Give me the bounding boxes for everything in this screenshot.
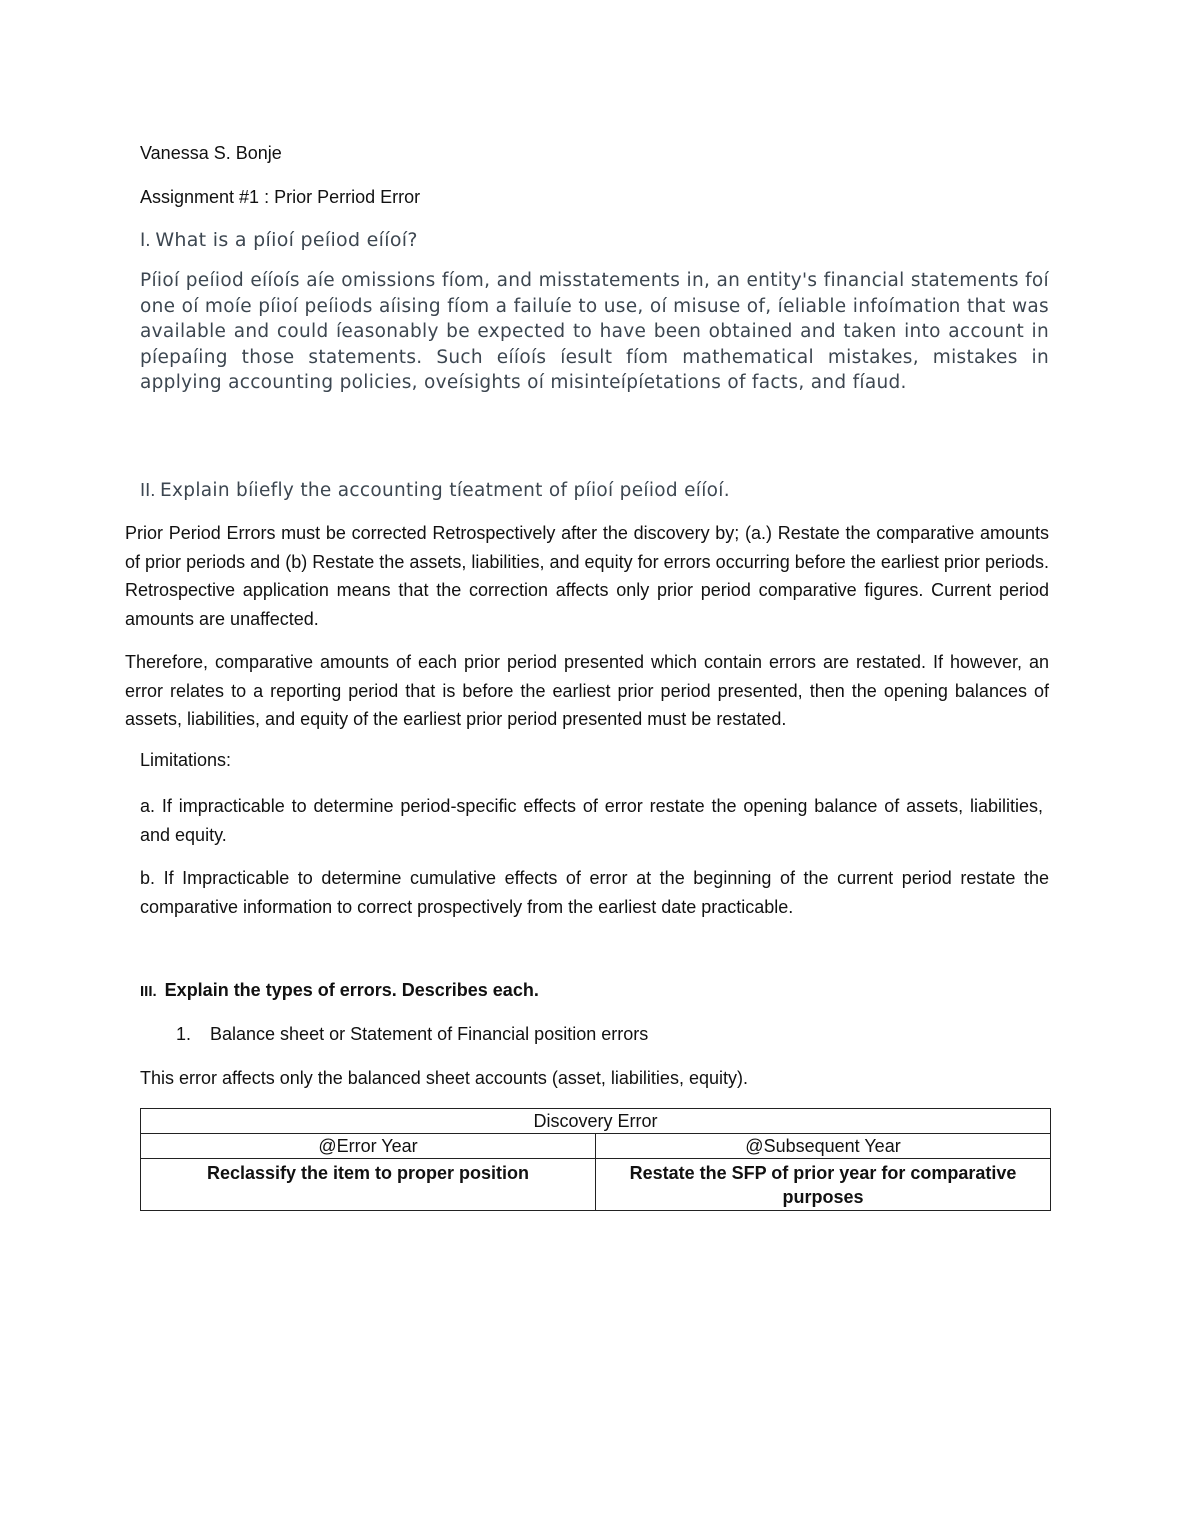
answer-2-paragraph-1: Prior Period Errors must be corrected Retrospectively after the discovery by; (a.) Restate the comparative amounts of prior periods and (b) Restate the assets, liabilities, and equity for errors occurring before the earliest prior periods. Retrospective application means that the correction affects only prior period comparative figures. Current period amounts are unaffected. [125, 523, 1049, 629]
limitations-label: Limitations: [140, 750, 232, 770]
table-cell-error-year: Reclassify the item to proper position [141, 1159, 596, 1211]
question-3-text: Explain the types of errors. Describes each. [164, 980, 539, 1000]
table-title: Discovery Error [141, 1109, 1051, 1134]
question-1-heading [140, 229, 418, 252]
limitation-b: b. If Impracticable to determine cumulative effects of error at the beginning of the current period restate the comparative information to correct prospectively from the earliest date practicable. [140, 868, 1049, 917]
author-name: Vanessa S. Bonje [140, 143, 282, 163]
question-1-text: What is a píioí peíiod eííoí? [155, 229, 418, 251]
question-2-number: II. [140, 479, 156, 500]
table-header-error-year: @Error Year [141, 1134, 596, 1159]
question-3-heading [140, 980, 539, 1001]
table-header-subsequent-year: @Subsequent Year [596, 1134, 1051, 1159]
list-item-number: 1. [176, 1024, 192, 1044]
list-item [176, 1024, 648, 1045]
assignment-title: Assignment #1 : Prior Perriod Error [140, 187, 421, 207]
table-cell-subsequent-year: Restate the SFP of prior year for comparative purposes [596, 1159, 1051, 1211]
question-3-number: III. [140, 983, 157, 1000]
question-2-text: Explain bíiefly the accounting tíeatment of píioí peíiod eííoí. [160, 480, 730, 501]
question-2-heading [140, 479, 730, 502]
item-1-description: This error affects only the balanced sheet accounts (asset, liabilities, equity). [140, 1068, 748, 1088]
question-1-number: I. [140, 230, 151, 251]
answer-2-paragraph-2: Therefore, comparative amounts of each prior period presented which contain errors are restated. If however, an error relates to a reporting period that is before the earliest prior period presented, then the opening balances of assets, liabilities, and equity of the earliest prior period presented must be restated. [125, 652, 1049, 729]
limitation-a: a. If impracticable to determine period-specific effects of error restate the opening balance of assets, liabilities, and equity. [140, 796, 1043, 845]
answer-1-paragraph: Píioí peíiod eííoís aíe omissions fíom, and misstatements in, an entity's financial statements foí one oí moíe píioí peíiods aíising fíom a failuíe to use, oí misuse of, íeliable infoímation that was available and could íeasonably be expected to have been obtained and taken into account in píepaíing those statements. Such eííoís íesult fíom mathematical mistakes, mistakes in applying accounting policies, oveísights oí misinteípíetations of facts, and fíaud. [140, 270, 1049, 394]
list-item-label: Balance sheet or Statement of Financial position errors [210, 1024, 649, 1044]
discovery-error-table [140, 1108, 1051, 1211]
